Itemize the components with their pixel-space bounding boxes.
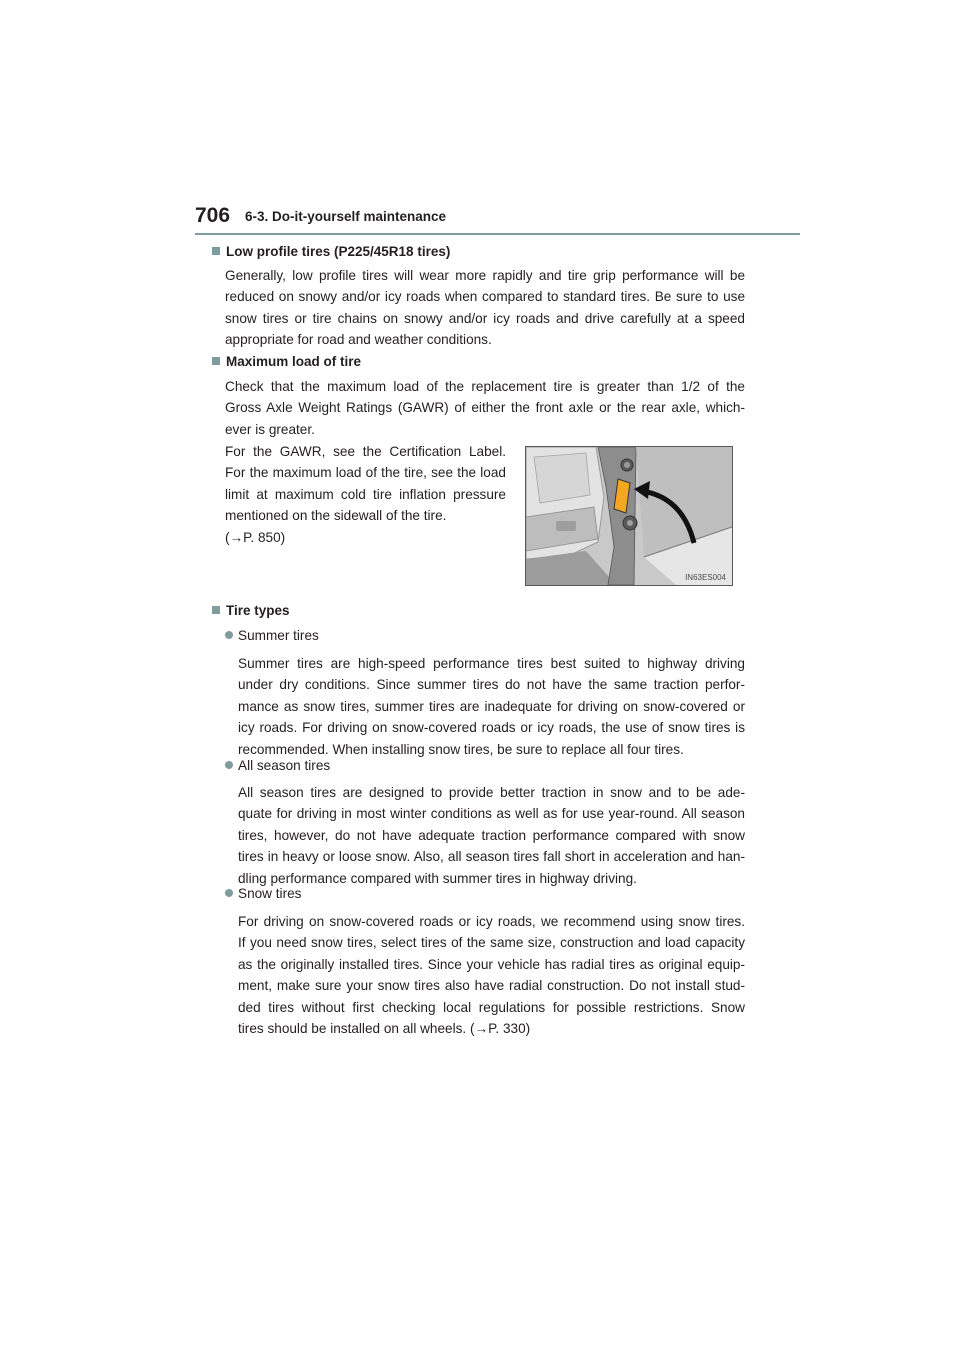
paragraph-summer-tires: Summer tires are high-speed performance tires best suited to highway driving under dry conditions. Since summer tires do not have the same traction perfor- mance as snow tires, summer tires are inadequate for driving on snow-covered or icy roads. For driving on snow-covered roads or icy roads, the use of snow tires is recommended. When installing snow tires, be sure to replace all four tires. (238, 656, 745, 757)
paragraph-gawr-note: For the GAWR, see the Certification Label. For the maximum load of the tire, see the load limit at maximum cold tire inflation pressure mentioned on the sidewall of the tire. (→P. 850) (225, 441, 506, 548)
header-divider (195, 233, 800, 235)
round-bullet-icon (225, 761, 233, 769)
square-bullet-icon (212, 606, 220, 614)
heading-low-profile-tires: Low profile tires (P225/45R18 tires) (212, 244, 450, 259)
square-bullet-icon (212, 357, 220, 365)
page-header (195, 200, 800, 236)
paragraph-all-season-tires: All season tires are designed to provide better traction in snow and to be ade- quate for driving in most winter conditions as well as for use year-round. All season tires, however, do not have adequate traction performance compared with snow tires in heavy or loose snow. Also, all season tires fall short in acceleration and han- dling performance compared with summer tires in highway driving. (238, 785, 745, 886)
figure-code: IN63ES004 (685, 573, 726, 582)
page-number: 706 (195, 204, 231, 227)
bullet-snow-tires: Snow tires (225, 886, 301, 901)
heading-maximum-load: Maximum load of tire (212, 354, 361, 369)
paragraph-snow-tires: For driving on snow-covered roads or icy roads, we recommend using snow tires. If you need snow tires, select tires of the same size, construction and load capacity as the originally installed tires. Since your vehicle has radial tires as original equip- ment, make sure your snow tires also have radial construction. Do not install stud- ded tires without first checking local regulations for possible restrictions. Snow tires should be installed on all wheels. (→P. 330) (238, 914, 745, 1036)
bullet-all-season-tires: All season tires (225, 758, 330, 773)
heading-tire-types: Tire types (212, 603, 290, 618)
certification-label-illustration (525, 446, 733, 586)
paragraph-maximum-load: Check that the maximum load of the replacement tire is greater than 1/2 of the Gross Axle Weight Ratings (GAWR) of either the front axle or the rear axle, which- ever is greater. (225, 379, 745, 437)
bullet-summer-tires: Summer tires (225, 628, 319, 643)
square-bullet-icon (212, 247, 220, 255)
round-bullet-icon (225, 889, 233, 897)
paragraph-low-profile: Generally, low profile tires will wear more rapidly and tire grip performance will be reduced on snowy and/or icy roads when compared to standard tires. Be sure to use snow tires or tire chains on snowy and/or icy roads and drive carefully at a speed appropriate for road and weather conditions. (225, 268, 745, 348)
page-reference: (→P. 850) (225, 529, 286, 545)
round-bullet-icon (225, 631, 233, 639)
door-pillar-illustration (526, 447, 732, 585)
section-title: 6-3. Do-it-yourself maintenance (245, 209, 447, 224)
